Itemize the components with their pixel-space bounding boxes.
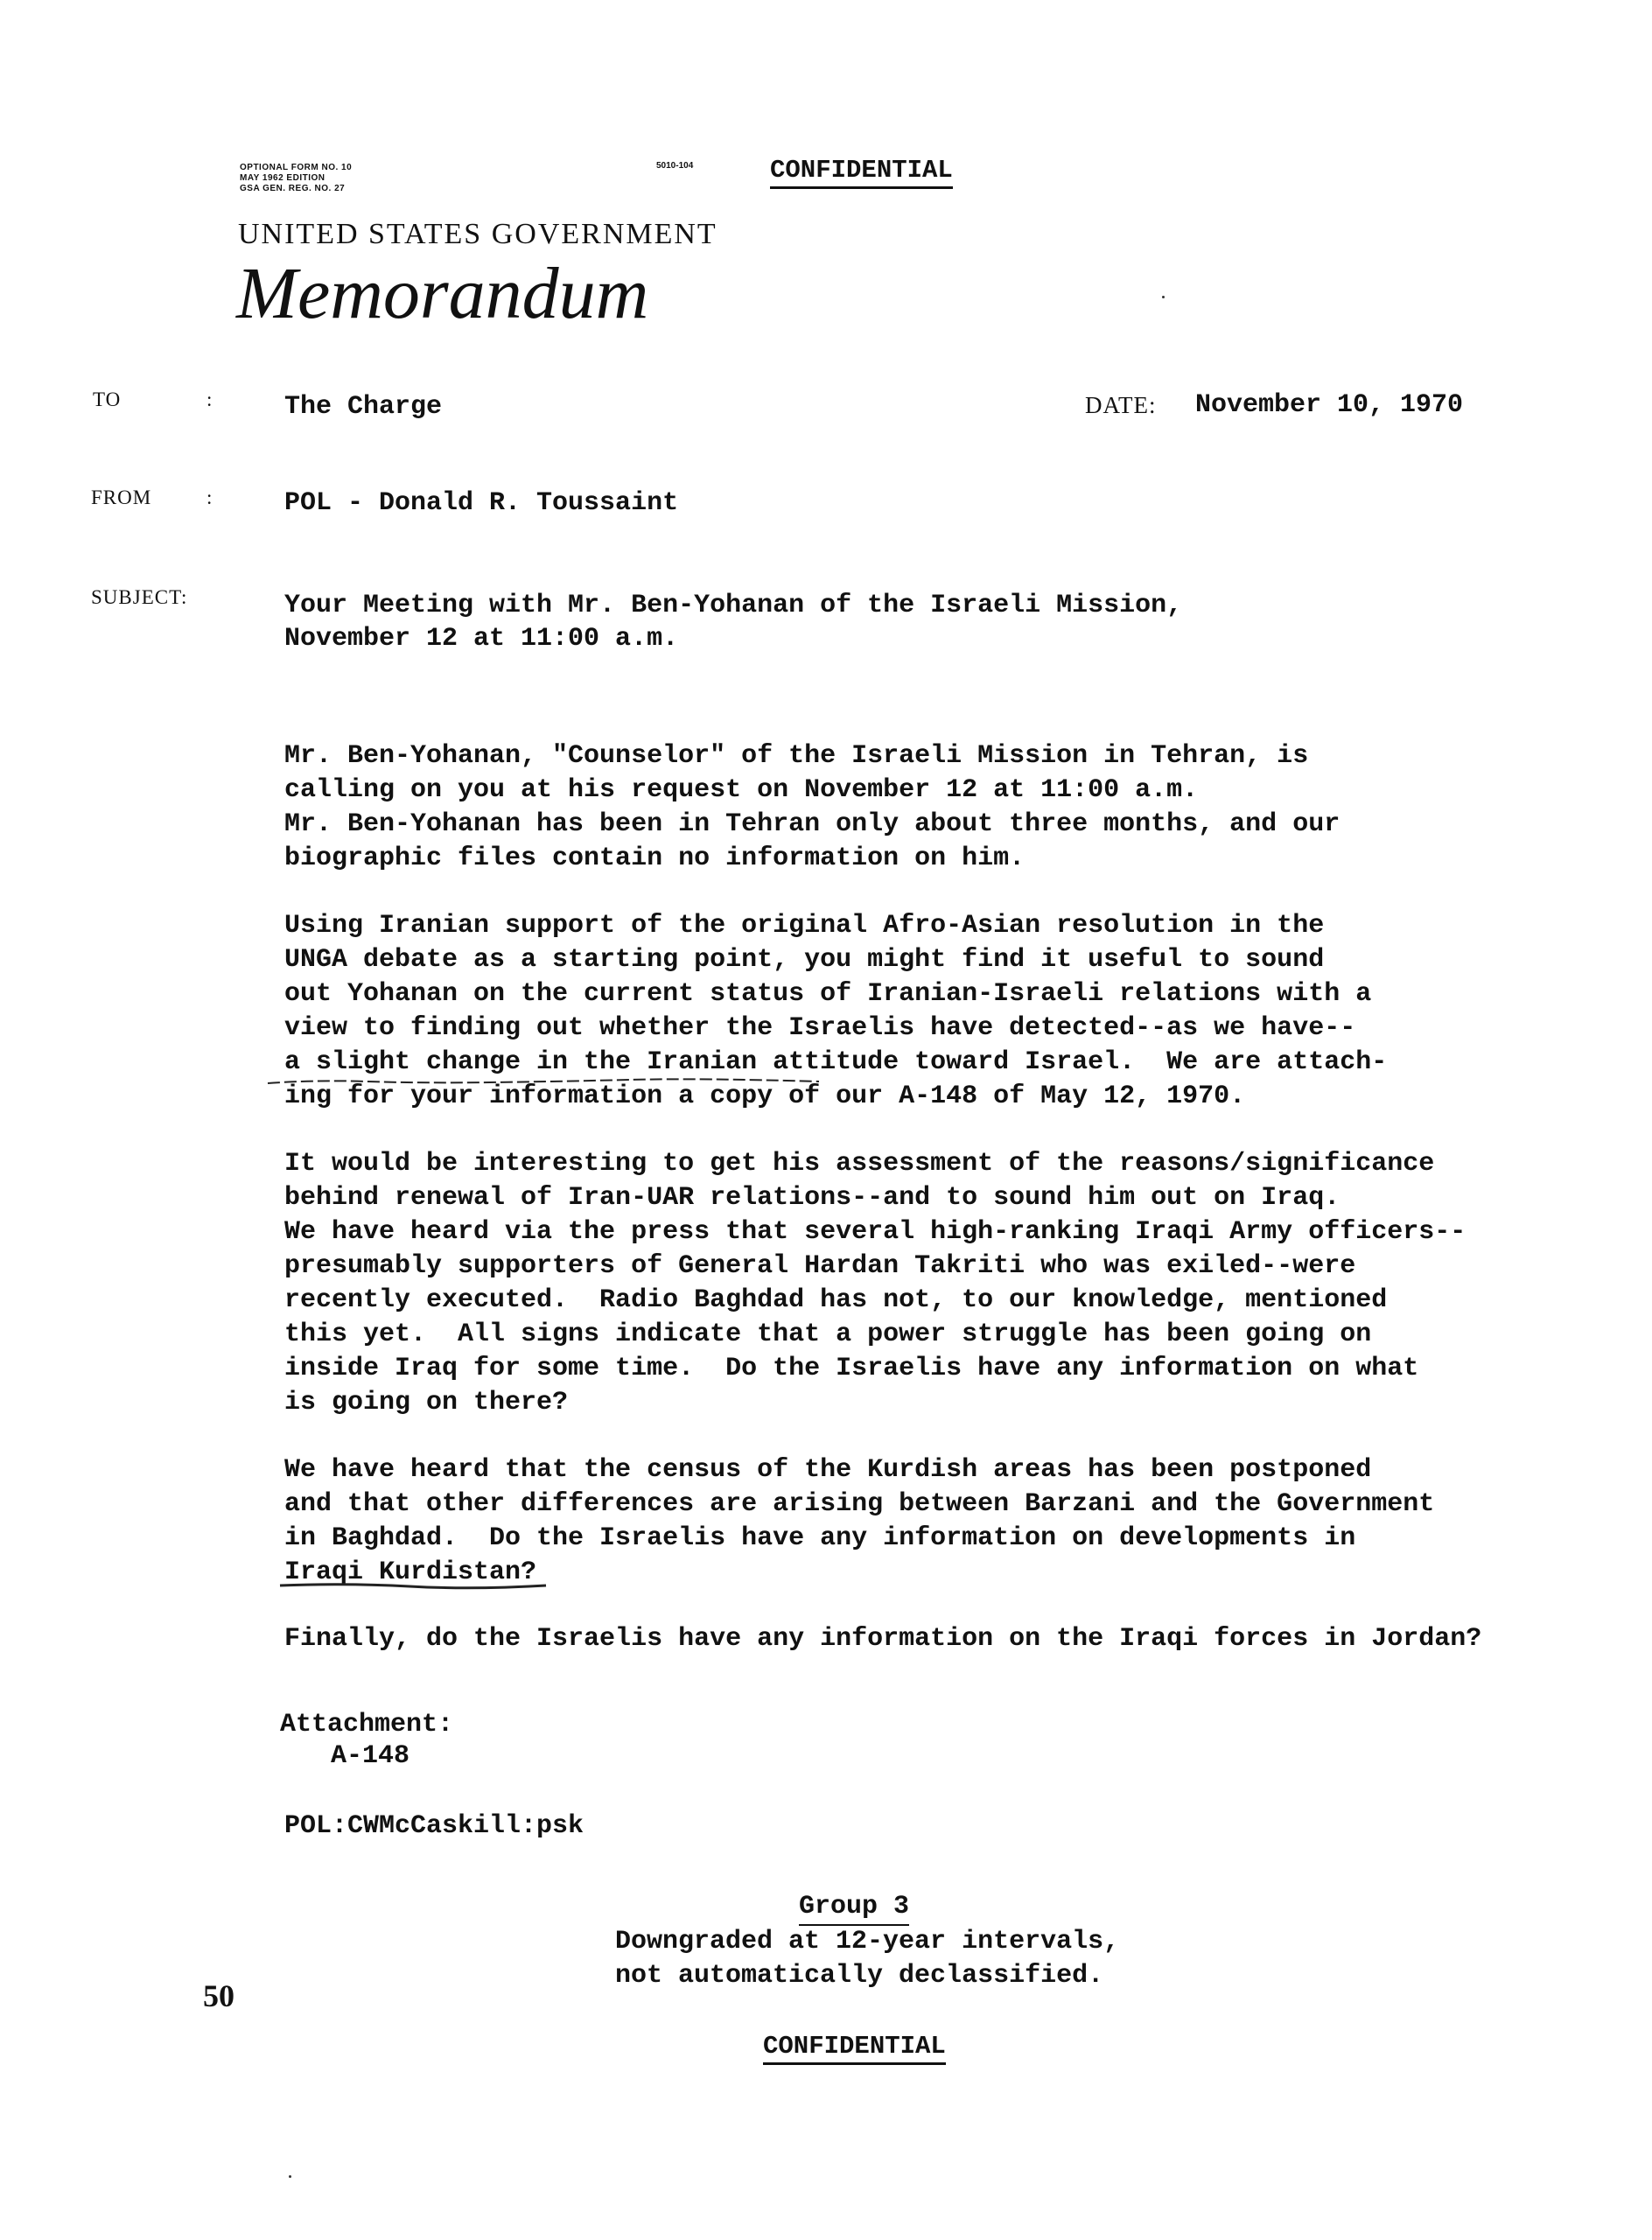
from-value: POL - Donald R. Toussaint bbox=[284, 488, 679, 518]
handwritten-underline bbox=[262, 1068, 822, 1094]
paragraph-3-line: inside Iraq for some time. Do the Israelis have any information on what bbox=[284, 1354, 1419, 1383]
drafter-initials: POL:CWMcCaskill:psk bbox=[284, 1811, 584, 1841]
from-label: FROM bbox=[91, 486, 152, 508]
paragraph-1-line: calling on you at his request on November 12 at 11:00 a.m. bbox=[284, 775, 1199, 805]
paragraph-4-line: Iraqi Kurdistan? bbox=[284, 1558, 537, 1587]
to-value: The Charge bbox=[284, 392, 443, 422]
paragraph-3-line: We have heard via the press that several high-ranking Iraqi Army officers-- bbox=[284, 1217, 1466, 1247]
paragraph-1-line: biographic files contain no information on him. bbox=[284, 844, 1026, 873]
paragraph-1-line: Mr. Ben-Yohanan, "Counselor" of the Israeli Mission in Tehran, is bbox=[284, 741, 1309, 771]
from-colon: : bbox=[206, 486, 213, 508]
subject-line-1: Your Meeting with Mr. Ben-Yohanan of the Israeli Mission, bbox=[284, 591, 1183, 620]
form-line-3: GSA GEN. REG. NO. 27 bbox=[240, 184, 346, 193]
paragraph-3-line: behind renewal of Iran-UAR relations--and to sound him out on Iraq. bbox=[284, 1183, 1340, 1213]
agency-name: UNITED STATES GOVERNMENT bbox=[238, 218, 718, 250]
classification-top: CONFIDENTIAL bbox=[770, 156, 953, 189]
paragraph-2-line: view to finding out whether the Israelis have detected--as we have-- bbox=[284, 1013, 1356, 1043]
paragraph-3-line: this yet. All signs indicate that a power struggle has been going on bbox=[284, 1320, 1372, 1349]
paragraph-4-line: We have heard that the census of the Kurdish areas has been postponed bbox=[284, 1455, 1372, 1485]
downgrade-line-1: Downgraded at 12-year intervals, bbox=[615, 1927, 1120, 1956]
paragraph-5: Finally, do the Israelis have any information on the Iraqi forces in Jordan? bbox=[284, 1624, 1482, 1654]
form-line-2: MAY 1962 EDITION bbox=[240, 173, 326, 183]
handwritten-underline bbox=[278, 1580, 550, 1592]
paragraph-4-line: in Baghdad. Do the Israelis have any information on developments in bbox=[284, 1523, 1356, 1553]
paragraph-2-line: ing for your information a copy of our A-148 of May 12, 1970. bbox=[284, 1082, 1246, 1111]
paragraph-3-line: is going on there? bbox=[284, 1388, 569, 1418]
memorandum-title: Memorandum bbox=[236, 253, 649, 334]
paragraph-2-line: out Yohanan on the current status of Iranian-Israeli relations with a bbox=[284, 979, 1372, 1009]
paragraph-1-line: Mr. Ben-Yohanan has been in Tehran only about three months, and our bbox=[284, 809, 1340, 839]
downgrade-line-2: not automatically declassified. bbox=[615, 1961, 1104, 1991]
to-label: TO bbox=[93, 388, 122, 410]
date-label: DATE: bbox=[1085, 392, 1157, 418]
group-marking: Group 3 bbox=[799, 1890, 909, 1926]
form-line-1: OPTIONAL FORM NO. 10 bbox=[240, 163, 353, 172]
attachment-value: A-148 bbox=[331, 1741, 410, 1771]
to-colon: : bbox=[206, 388, 213, 410]
form-number: 5010-104 bbox=[656, 161, 694, 171]
scan-speck bbox=[289, 2175, 291, 2178]
subject-label: SUBJECT: bbox=[91, 586, 188, 608]
paragraph-3-line: recently executed. Radio Baghdad has not, to our knowledge, mentioned bbox=[284, 1285, 1388, 1315]
paragraph-2-line: Using Iranian support of the original Afro-Asian resolution in the bbox=[284, 911, 1325, 941]
scan-speck bbox=[1162, 296, 1165, 298]
paragraph-3-line: It would be interesting to get his assessment of the reasons/significance bbox=[284, 1149, 1435, 1179]
paragraph-4-line: and that other differences are arising between Barzani and the Government bbox=[284, 1489, 1435, 1519]
classification-bottom: CONFIDENTIAL bbox=[763, 2032, 946, 2065]
page-number: 50 bbox=[203, 1978, 234, 2013]
form-identifier bbox=[240, 163, 352, 194]
attachment-label: Attachment: bbox=[280, 1710, 454, 1740]
paragraph-3-line: presumably supporters of General Hardan Takriti who was exiled--were bbox=[284, 1251, 1356, 1281]
subject-line-2: November 12 at 11:00 a.m. bbox=[284, 624, 679, 654]
date-value: November 10, 1970 bbox=[1195, 390, 1464, 420]
paragraph-2-line: UNGA debate as a starting point, you might find it useful to sound bbox=[284, 945, 1325, 975]
paragraph-2-line: a slight change in the Iranian attitude toward Israel. We are attach- bbox=[284, 1047, 1388, 1077]
